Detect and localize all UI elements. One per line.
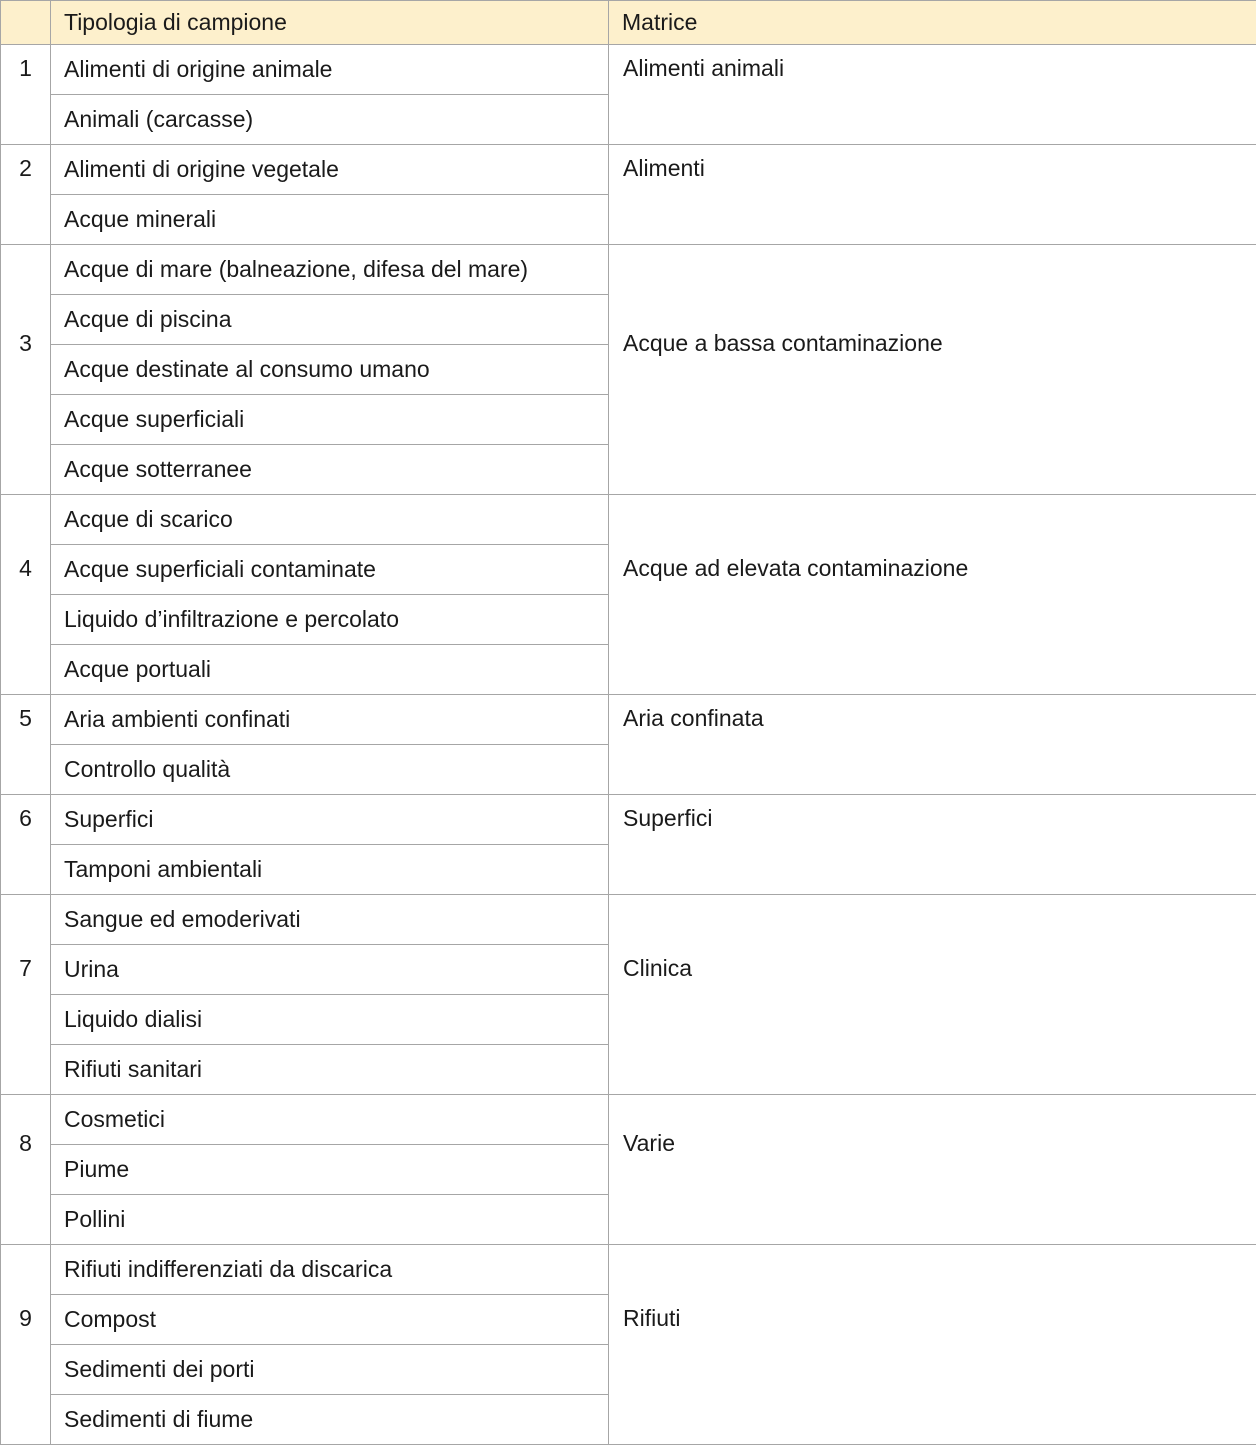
table-header-row bbox=[1, 1, 1256, 45]
row-group-number-cell: 3 bbox=[1, 245, 51, 495]
table-row bbox=[1, 495, 1256, 545]
table-row bbox=[1, 895, 1256, 945]
header-index-cell bbox=[1, 1, 51, 45]
row-group-number-cell: 4 bbox=[1, 495, 51, 695]
sample-type-cell: Acque destinate al consumo umano bbox=[51, 345, 609, 395]
matrix-cell: Rifiuti bbox=[609, 1245, 1256, 1445]
header-matrice-cell: Matrice bbox=[609, 1, 1256, 45]
row-group-number-cell: 1 bbox=[1, 45, 51, 145]
row-group-number-cell: 5 bbox=[1, 695, 51, 795]
sample-type-cell: Acque di piscina bbox=[51, 295, 609, 345]
row-group-number-cell: 6 bbox=[1, 795, 51, 895]
row-group-number-cell: 7 bbox=[1, 895, 51, 1095]
matrix-cell: Acque ad elevata contaminazione bbox=[609, 495, 1256, 695]
sample-type-cell: Urina bbox=[51, 945, 609, 995]
table-row bbox=[1, 795, 1256, 845]
sample-type-cell: Acque superficiali contaminate bbox=[51, 545, 609, 595]
table-row bbox=[1, 45, 1256, 95]
table-row bbox=[1, 695, 1256, 745]
sample-type-cell: Alimenti di origine vegetale bbox=[51, 145, 609, 195]
matrix-cell: Aria confinata bbox=[609, 695, 1256, 795]
matrix-cell: Alimenti animali bbox=[609, 45, 1256, 145]
sample-type-cell: Acque di mare (balneazione, difesa del mare) bbox=[51, 245, 609, 295]
table-row bbox=[1, 1245, 1256, 1295]
table-row bbox=[1, 245, 1256, 295]
sample-type-cell: Acque di scarico bbox=[51, 495, 609, 545]
sample-type-cell: Compost bbox=[51, 1295, 609, 1345]
row-group-number-cell: 8 bbox=[1, 1095, 51, 1245]
row-group-number-cell: 9 bbox=[1, 1245, 51, 1445]
sample-type-cell: Tamponi ambientali bbox=[51, 845, 609, 895]
table-row bbox=[1, 145, 1256, 195]
sample-type-cell: Acque minerali bbox=[51, 195, 609, 245]
sample-type-cell: Acque superficiali bbox=[51, 395, 609, 445]
matrix-cell: Clinica bbox=[609, 895, 1256, 1095]
sample-type-cell: Acque portuali bbox=[51, 645, 609, 695]
table-body bbox=[1, 45, 1256, 1445]
sample-type-cell: Animali (carcasse) bbox=[51, 95, 609, 145]
sample-type-cell: Liquido d’infiltrazione e percolato bbox=[51, 595, 609, 645]
sample-type-cell: Aria ambienti confinati bbox=[51, 695, 609, 745]
sample-type-cell: Cosmetici bbox=[51, 1095, 609, 1145]
row-group-number-cell: 2 bbox=[1, 145, 51, 245]
table-row bbox=[1, 1095, 1256, 1145]
sample-type-cell: Sedimenti dei porti bbox=[51, 1345, 609, 1395]
matrix-cell: Alimenti bbox=[609, 145, 1256, 245]
sample-type-cell: Sedimenti di fiume bbox=[51, 1395, 609, 1445]
matrix-cell: Acque a bassa contaminazione bbox=[609, 245, 1256, 495]
sample-type-cell: Superfici bbox=[51, 795, 609, 845]
sample-type-cell: Liquido dialisi bbox=[51, 995, 609, 1045]
sample-type-cell: Rifiuti indifferenziati da discarica bbox=[51, 1245, 609, 1295]
sample-type-cell: Acque sotterranee bbox=[51, 445, 609, 495]
sample-type-cell: Pollini bbox=[51, 1195, 609, 1245]
sample-type-cell: Piume bbox=[51, 1145, 609, 1195]
header-tipologia-cell: Tipologia di campione bbox=[51, 1, 609, 45]
matrix-cell: Superfici bbox=[609, 795, 1256, 895]
sample-type-cell: Controllo qualità bbox=[51, 745, 609, 795]
matrix-cell: Varie bbox=[609, 1095, 1256, 1245]
sample-type-cell: Rifiuti sanitari bbox=[51, 1045, 609, 1095]
sample-type-cell: Alimenti di origine animale bbox=[51, 45, 609, 95]
sample-type-cell: Sangue ed emoderivati bbox=[51, 895, 609, 945]
